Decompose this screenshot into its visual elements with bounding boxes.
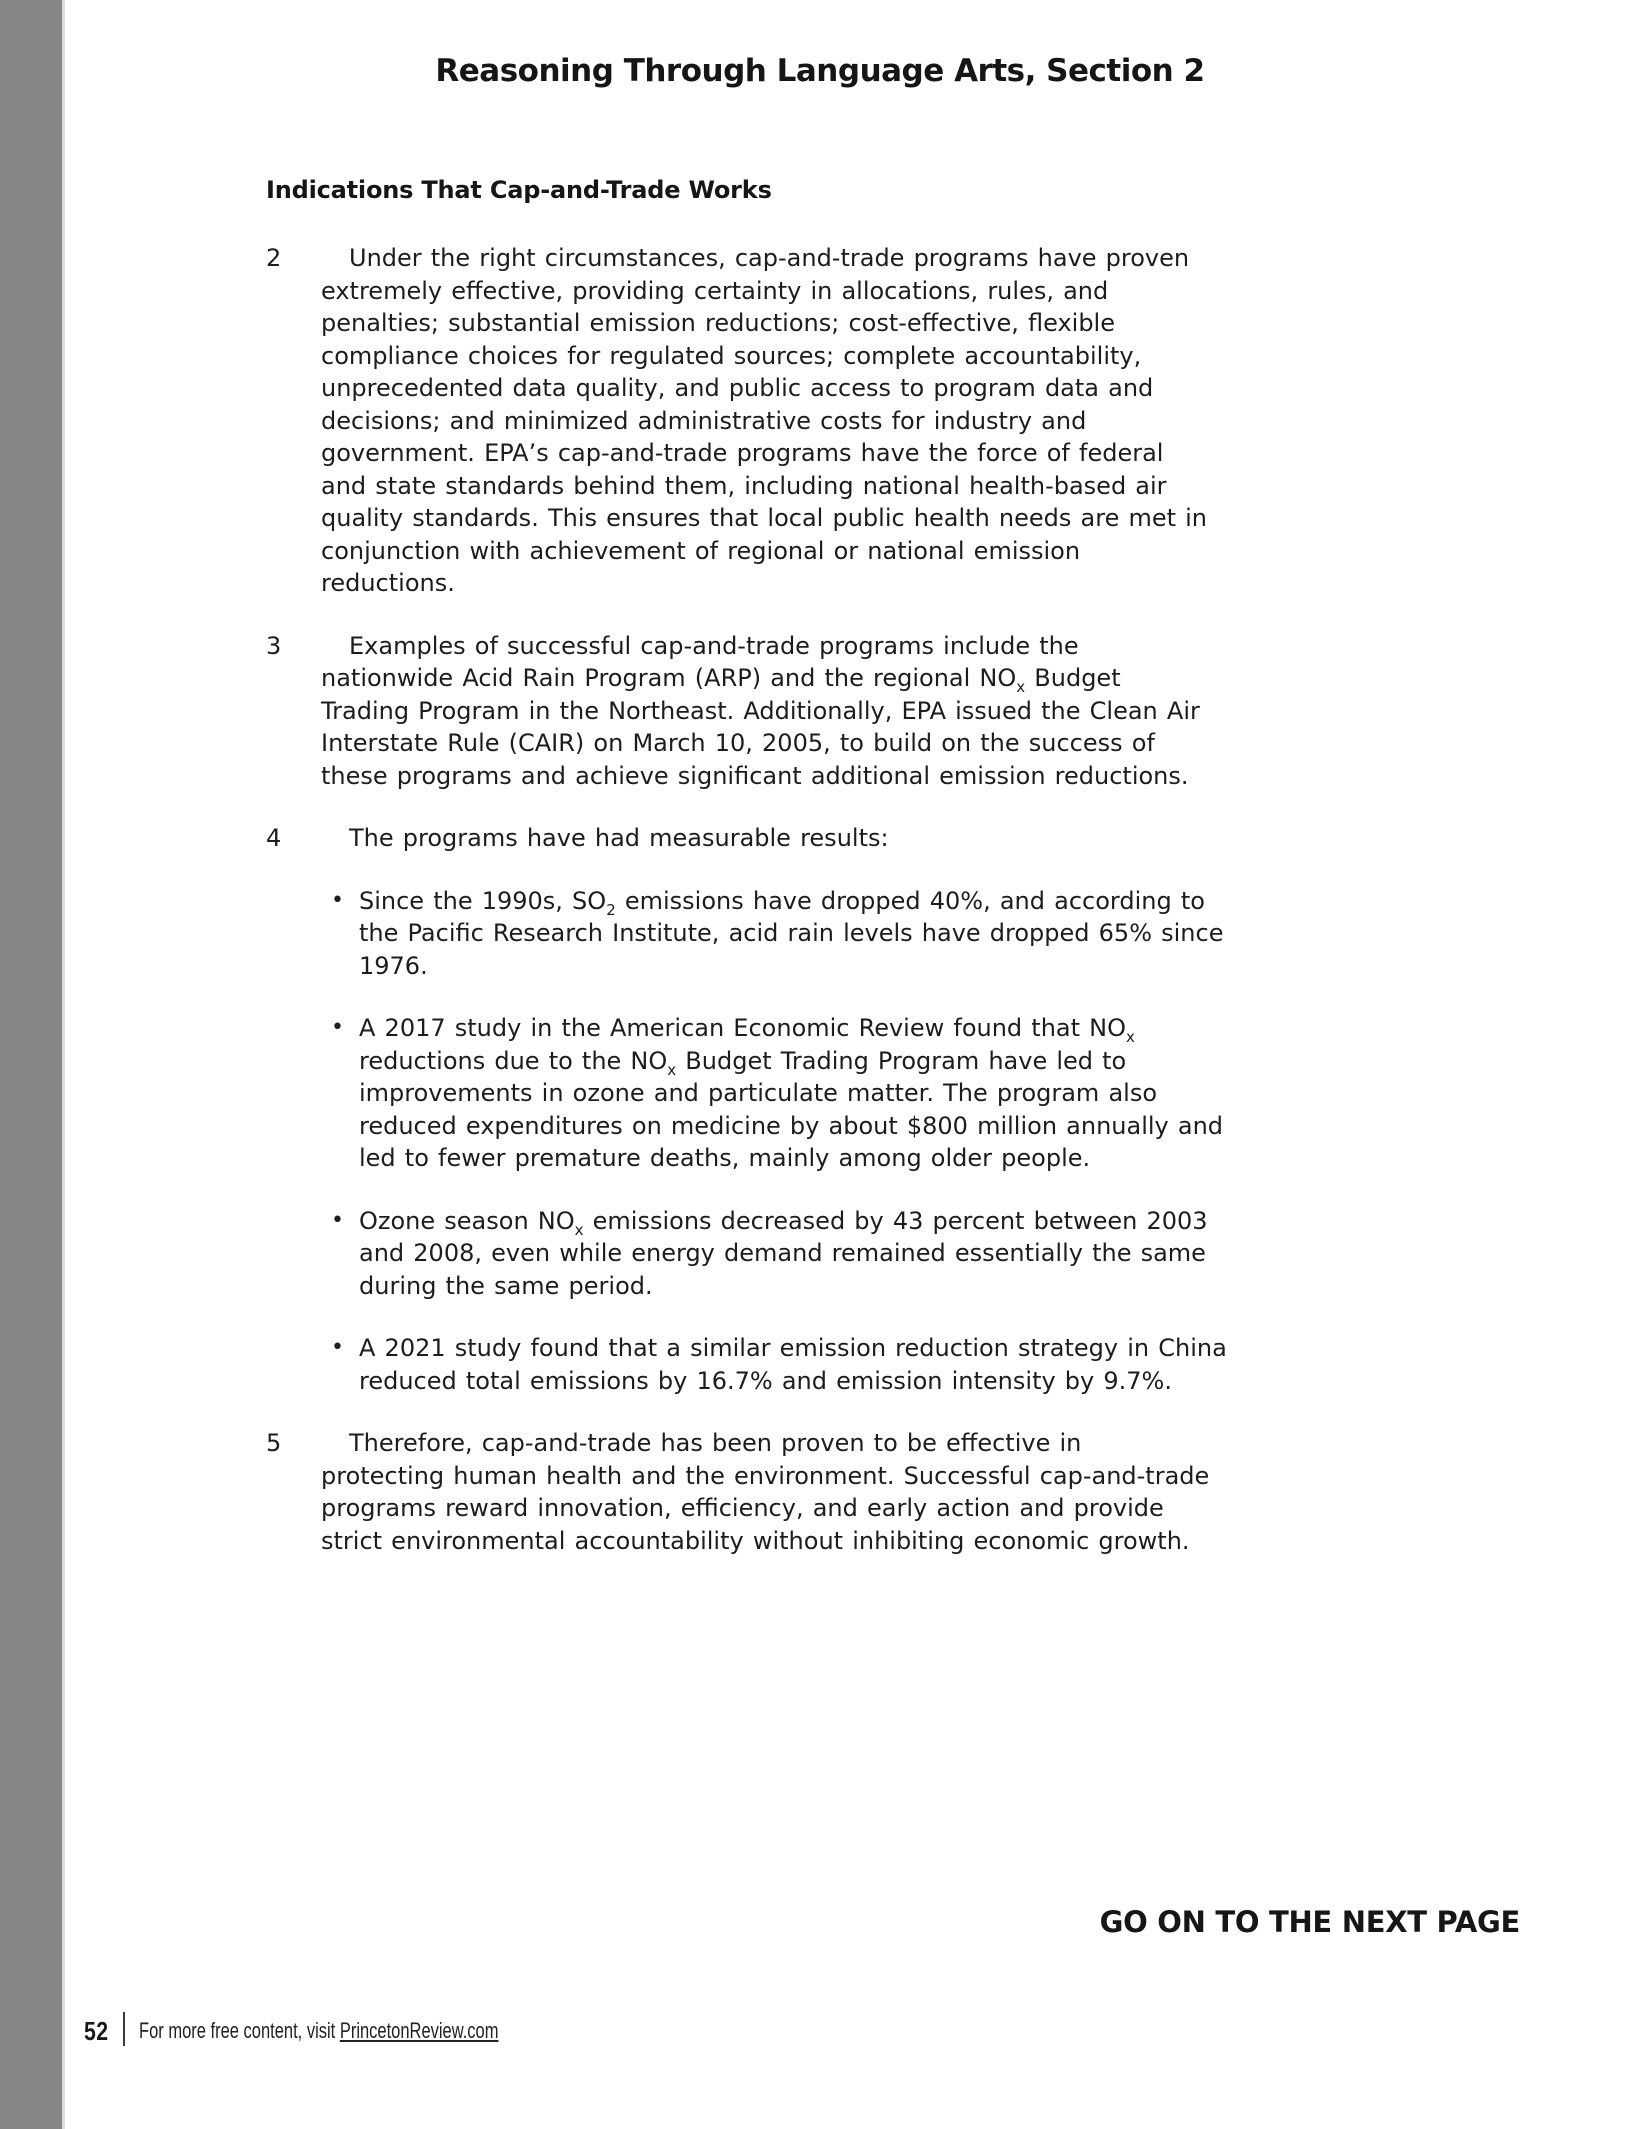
subscript: x: [1126, 1028, 1135, 1046]
paragraph-number: 4: [266, 824, 282, 852]
bullet-item: [331, 1205, 1276, 1303]
paragraph-number: 2: [266, 244, 282, 272]
bullet-item: [331, 1332, 1276, 1397]
subscript: 2: [606, 900, 616, 919]
footer-divider: [123, 2012, 125, 2046]
subscript: x: [667, 1060, 677, 1079]
paragraph-number: 5: [266, 1429, 282, 1457]
paragraph-text: Examples of successful cap-and-trade programs include the nationwide Acid Rain Program (ARP) and the regional $NO_x$ Budget Trading Program in the Northeast. Additionally, EPA issued the Clean Air Interstate Rule (CAIR) on March 10, 2005, to build on the success of these programs and achieve significant additional emission reductions.: [321, 631, 1200, 790]
paragraph-number: 3: [266, 631, 282, 660]
passage-paragraph: [266, 242, 1276, 600]
bullet-icon: •: [331, 1335, 344, 1360]
bullet-text: Ozone season $NO_x$ emissions decreased by 43 percent between 2003 and 2008, even while energy demand remained essentially the same during the same period.: [359, 1206, 1208, 1300]
footer-note-text: For more free content, visit: [139, 2018, 340, 2043]
left-margin-bar: [0, 0, 65, 2129]
bullet-text: A 2021 study found that a similar emission reduction strategy in China reduced total emissions by 16.7% and emission intensity by 9.7%.: [359, 1334, 1227, 1395]
bullet-icon: •: [331, 1207, 344, 1233]
princeton-review-link[interactable]: PrincetonReview.com: [339, 2018, 499, 2043]
bullet-item: [331, 885, 1276, 983]
footer-page-number: 52: [84, 2016, 109, 2046]
go-on-notice: GO ON TO THE NEXT PAGE: [1099, 1905, 1520, 1939]
page-title: Reasoning Through Language Arts, Section 2: [435, 53, 1205, 89]
passage-paragraph: [266, 822, 1276, 855]
passage-heading: Indications That Cap-and-Trade Works: [266, 176, 772, 204]
passage-blocks: [266, 242, 1276, 1557]
bullet-icon: •: [331, 887, 344, 913]
subscript: x: [1016, 678, 1026, 696]
passage-paragraph: [266, 1427, 1276, 1557]
bullet-item: [331, 1012, 1276, 1175]
bullet-icon: •: [331, 1015, 344, 1040]
page-footer: [84, 2012, 784, 2048]
paragraph-text: Under the right circumstances, cap-and-trade programs have proven extremely effective, providing certainty in allocations, rules, and penalties; substantial emission reductions; cost-effective, flexible compliance choices for regulated sources; complete accountability, unprecedented data quality, and public access to program data and decisions; and minimized administrative costs for industry and government. EPA’s cap-and-trade programs have the force of federal and state standards behind them, including national health-based air quality standards. This ensures that local public health needs are met in conjunction with achievement of regional or national emission reductions.: [321, 244, 1208, 597]
bullet-text: A 2017 study in the American Economic Review found that $NO_x$ reductions due to the $NO_x$ Budget Trading Program have led to improvements in ozone and particulate matter. The program also reduced expenditures on medicine by about $800 million annually and led to fewer premature deaths, mainly among older people.: [359, 1014, 1224, 1172]
bullet-text: Since the 1990s, $SO_2$ emissions have dropped 40%, and according to the Pacific Research Institute, acid rain levels have dropped 65% since 1976.: [359, 886, 1224, 980]
paragraph-text: The programs have had measurable results:: [349, 824, 889, 852]
paragraph-text: Therefore, cap-and-trade has been proven to be effective in protecting human health and the environment. Successful cap-and-trade programs reward innovation, efficiency, and early action and provide strict environmental accountability without inhibiting economic growth.: [321, 1429, 1210, 1555]
passage: [266, 174, 1276, 1587]
subscript: x: [574, 1220, 584, 1239]
passage-paragraph: [266, 630, 1276, 793]
footer-note: [139, 2018, 498, 2044]
